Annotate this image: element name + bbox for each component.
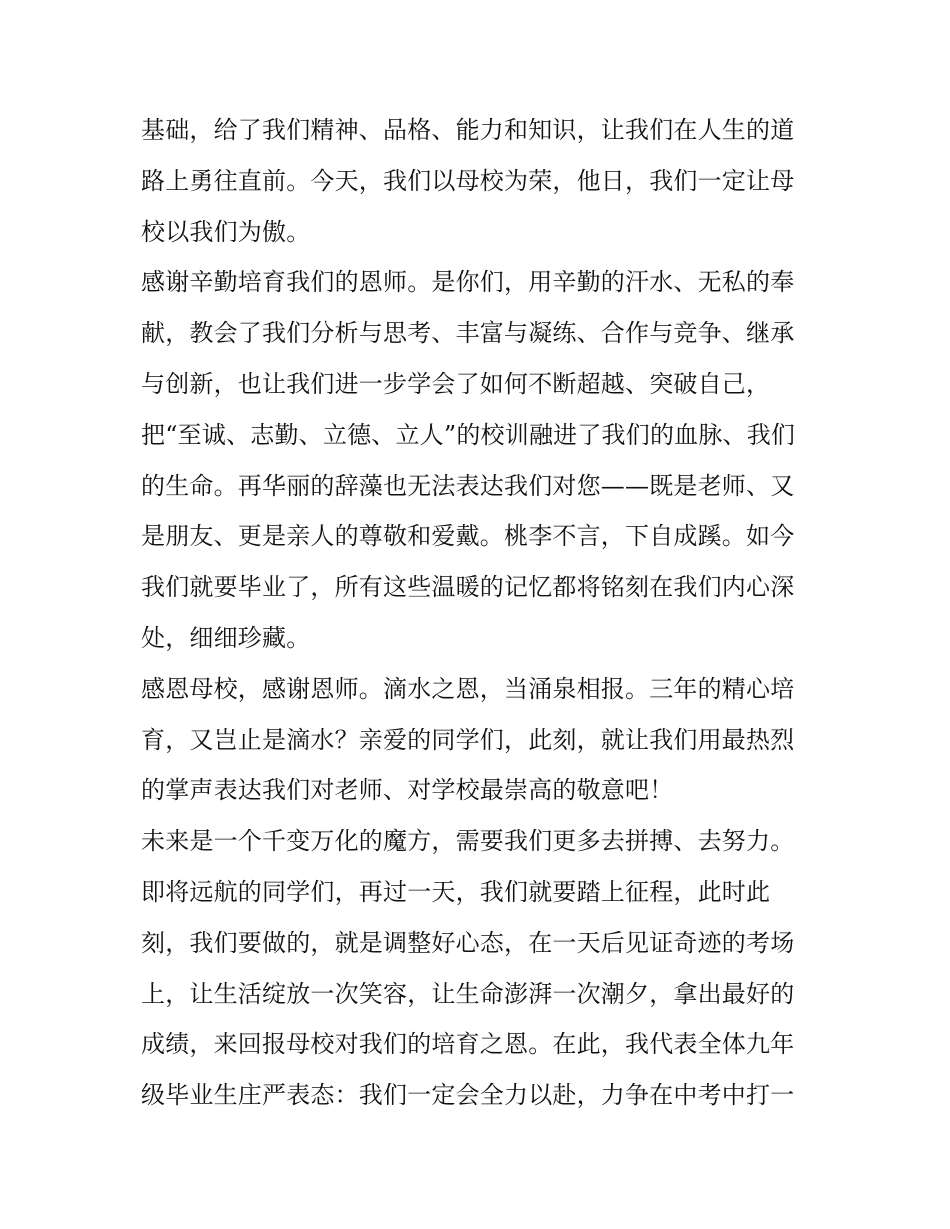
text-line: 路上勇往直前。今天，我们以母校为荣，他日，我们一定让母	[141, 166, 795, 195]
text-line: 成绩，来回报母校对我们的培育之恩。在此，我代表全体九年	[141, 1030, 795, 1059]
text-line: 感谢辛勤培育我们的恩师。是你们，用辛勤的汗水、无私的奉	[141, 268, 795, 297]
text-line: 校以我们为傲。	[141, 217, 311, 246]
text-line: 即将远航的同学们，再过一天，我们就要踏上征程，此时此	[141, 877, 771, 906]
text-line: 是朋友、更是亲人的尊敬和爱戴。桃李不言，下自成蹊。如今	[141, 522, 795, 551]
text-line: 级毕业生庄严表态：我们一定会全力以赴，力争在中考中打一	[141, 1081, 795, 1110]
text-line: 感恩母校，感谢恩师。滴水之恩，当涌泉相报。三年的精心培	[141, 674, 795, 703]
text-line: 基础，给了我们精神、品格、能力和知识，让我们在人生的道	[141, 116, 795, 144]
text-line: 处，细细珍藏。	[141, 623, 311, 652]
text-line: 上，让生活绽放一次笑容，让生命澎湃一次潮夕，拿出最好的	[141, 979, 795, 1008]
text-line: 育，又岂止是滴水？亲爱的同学们，此刻，就让我们用最热烈	[141, 725, 795, 754]
text-line: 我们就要毕业了，所有这些温暖的记忆都将铭刻在我们内心深	[141, 573, 795, 602]
text-line: 刻，我们要做的，就是调整好心态，在一天后见证奇迹的考场	[141, 928, 795, 957]
text-line: 的掌声表达我们对老师、对学校最崇高的敬意吧！	[141, 776, 674, 805]
text-line: 未来是一个千变万化的魔方，需要我们更多去拼搏、去努力。	[141, 827, 795, 856]
document-body	[141, 105, 821, 1121]
text-line: 把“至诚、志勤、立德、立人”的校训融进了我们的血脉、我们	[141, 420, 796, 449]
text-line: 献，教会了我们分析与思考、丰富与凝练、合作与竞争、继承	[141, 319, 795, 348]
text-line: 与创新，也让我们进一步学会了如何不断超越、突破自己，	[141, 369, 771, 398]
text-line: 的生命。再华丽的辞藻也无法表达我们对您——既是老师、又	[141, 471, 795, 500]
